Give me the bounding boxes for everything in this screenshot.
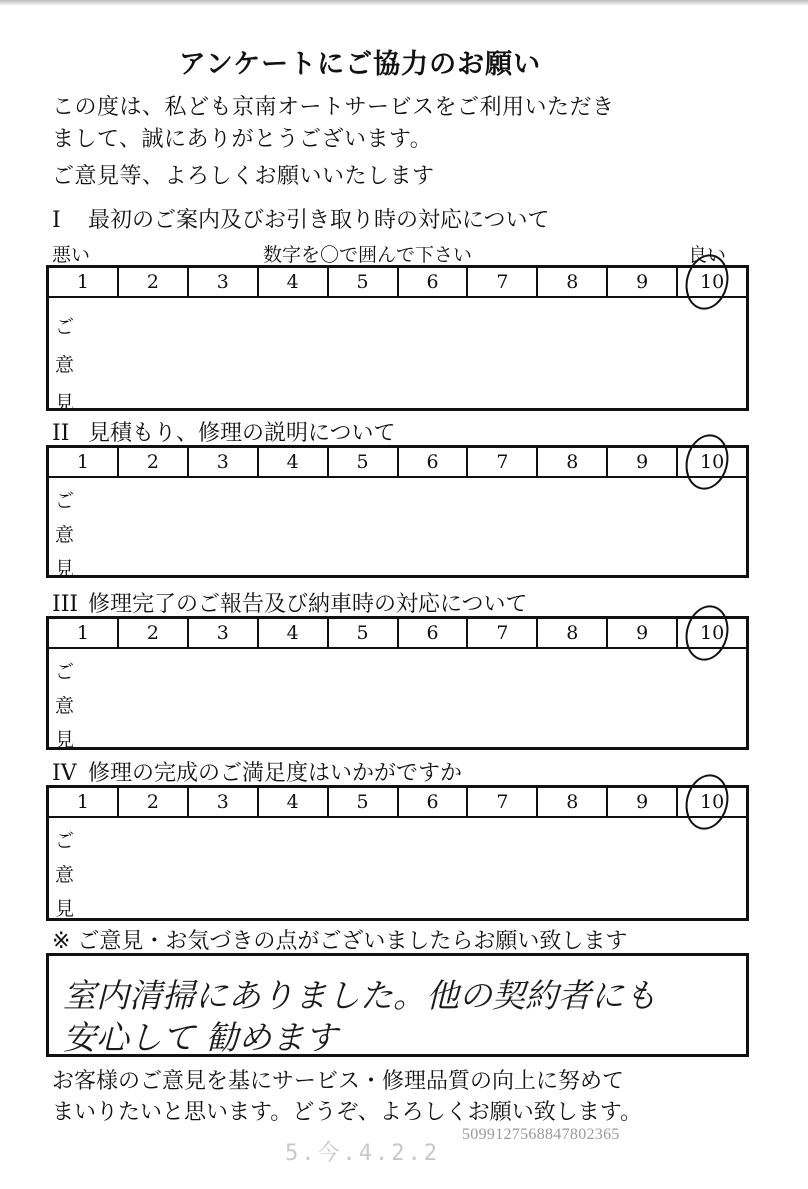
score-option-5[interactable]: 5 (327, 619, 397, 647)
score-option-9[interactable]: 9 (606, 788, 676, 816)
section-1-numeral: I (52, 208, 61, 233)
opinion-label-char: ご (55, 661, 75, 683)
opinion-label-char: 見 (55, 898, 75, 920)
score-option-8[interactable]: 8 (536, 268, 606, 296)
score-option-10[interactable]: 10 (676, 619, 746, 647)
selected-score-circle (680, 430, 734, 494)
section-4-box (46, 785, 749, 921)
score-option-10[interactable]: 10 (676, 788, 746, 816)
page-title: アンケートにご協力のお願い (178, 49, 542, 80)
score-option-7[interactable]: 7 (466, 268, 536, 296)
score-option-10[interactable]: 10 (676, 448, 746, 476)
section-3-title: 修理完了のご報告及び納車時の対応について (88, 592, 528, 617)
score-option-2[interactable]: 2 (117, 619, 187, 647)
section-1-score-row (49, 268, 746, 298)
score-option-1[interactable]: 1 (76, 451, 89, 473)
score-option-4[interactable]: 4 (257, 619, 327, 647)
score-option-5[interactable]: 5 (327, 788, 397, 816)
score-option-2[interactable]: 2 (117, 448, 187, 476)
section-3-score-row (49, 619, 746, 649)
score-option-3[interactable]: 3 (187, 788, 257, 816)
comment-box[interactable] (46, 953, 749, 1057)
handwritten-comment-line-2: 安心して 勧めます (63, 1018, 338, 1057)
score-option-8[interactable]: 8 (536, 448, 606, 476)
opinion-label-char: 見 (55, 392, 75, 414)
opinion-label-char: 意 (55, 864, 75, 886)
scale-good-label: 良い (688, 244, 727, 266)
section-4-title: 修理の完成のご満足度はいかがですか (88, 761, 463, 786)
closing-line-2: まいりたいと思います。どうぞ、よろしくお願い致します。 (52, 1100, 643, 1125)
intro-line-2: まして、誠にありがとうございます。 (52, 127, 433, 152)
section-2-box (46, 445, 749, 578)
score-option-4[interactable]: 4 (257, 788, 327, 816)
score-option-6[interactable]: 6 (397, 448, 467, 476)
score-option-2[interactable]: 2 (117, 788, 187, 816)
section-2-score-row (49, 448, 746, 478)
score-option-10[interactable]: 10 (676, 268, 746, 296)
faint-date-stamp: 5.今.4.2.2 (285, 1141, 440, 1166)
score-option-1[interactable]: 1 (76, 791, 89, 813)
score-option-7[interactable]: 7 (466, 619, 536, 647)
section-1-title: 最初のご案内及びお引き取り時の対応について (88, 208, 550, 233)
score-option-3[interactable]: 3 (187, 268, 257, 296)
opinion-label-char: 意 (55, 695, 75, 717)
scale-instruction: 数字を〇で囲んで下さい (263, 244, 473, 266)
section-3-numeral: III (52, 592, 79, 617)
score-option-5[interactable]: 5 (327, 268, 397, 296)
comment-request: ※ ご意見・お気づきの点がございましたらお願い致します (52, 929, 628, 954)
section-1-heading (52, 203, 550, 234)
score-option-9[interactable]: 9 (606, 619, 676, 647)
score-option-1[interactable]: 1 (76, 271, 89, 293)
scan-edge (0, 0, 808, 6)
scale-bad-label: 悪い (52, 244, 91, 266)
score-option-4[interactable]: 4 (257, 268, 327, 296)
handwritten-comment-line-1: 室内清掃にありました。他の契約者にも (63, 976, 657, 1015)
score-option-4[interactable]: 4 (257, 448, 327, 476)
score-option-6[interactable]: 6 (397, 268, 467, 296)
score-option-1[interactable]: 1 (76, 622, 89, 644)
opinion-label-char: ご (55, 490, 75, 512)
section-2-heading (52, 416, 396, 447)
opinion-label-char: 見 (55, 558, 75, 580)
score-option-9[interactable]: 9 (606, 448, 676, 476)
score-option-6[interactable]: 6 (397, 619, 467, 647)
intro-line-1: この度は、私ども京南オートサービスをご利用いただき (52, 95, 615, 120)
score-option-7[interactable]: 7 (466, 448, 536, 476)
section-4-numeral: IV (52, 761, 77, 786)
opinion-label-char: 意 (55, 524, 75, 546)
section-4-heading (52, 756, 462, 787)
selected-score-circle (680, 601, 734, 665)
score-option-5[interactable]: 5 (327, 448, 397, 476)
section-2-title: 見積もり、修理の説明について (88, 421, 396, 446)
serial-number: 5099127568847802365 (462, 1126, 620, 1143)
section-3-heading (52, 587, 528, 618)
section-3-box (46, 616, 749, 750)
score-option-8[interactable]: 8 (536, 788, 606, 816)
opinion-label-char: 見 (55, 729, 75, 751)
section-4-score-row (49, 788, 746, 818)
opinion-label-char: ご (55, 830, 75, 852)
section-1-box (46, 265, 749, 414)
score-option-6[interactable]: 6 (397, 788, 467, 816)
opinion-label-char: 意 (55, 354, 75, 376)
score-option-7[interactable]: 7 (466, 788, 536, 816)
score-option-3[interactable]: 3 (187, 448, 257, 476)
score-option-9[interactable]: 9 (606, 268, 676, 296)
section-2-numeral: II (52, 421, 70, 446)
selected-score-circle (680, 770, 734, 834)
intro-line-3: ご意見等、よろしくお願いいたします (52, 164, 435, 189)
score-option-2[interactable]: 2 (117, 268, 187, 296)
opinion-label-char: ご (55, 316, 75, 338)
score-option-8[interactable]: 8 (536, 619, 606, 647)
closing-line-1: お客様のご意見を基にサービス・修理品質の向上に努めて (52, 1069, 625, 1094)
score-option-3[interactable]: 3 (187, 619, 257, 647)
